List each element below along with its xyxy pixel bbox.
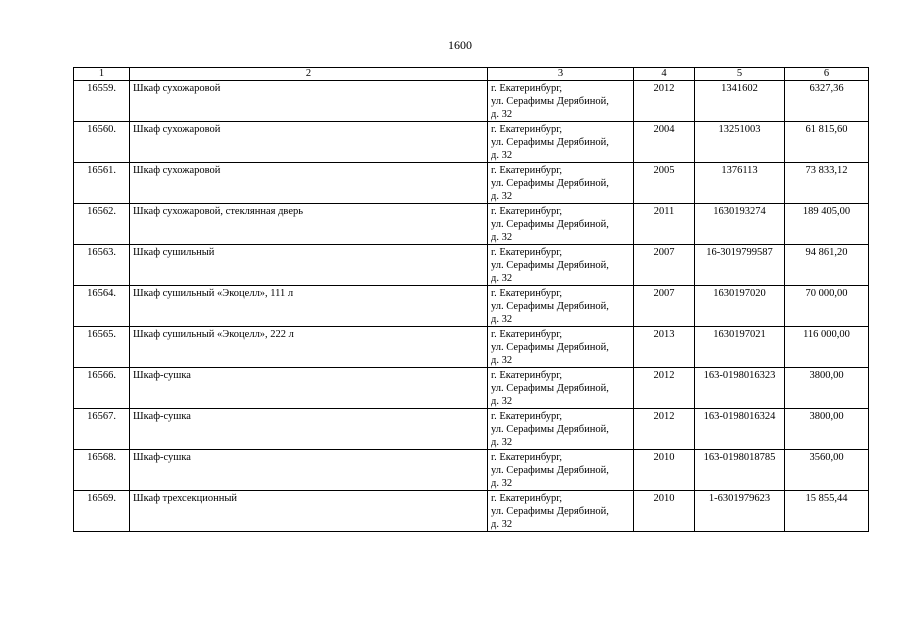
address-cell — [488, 368, 634, 409]
address-cell — [488, 327, 634, 368]
address-line: д. 32 — [491, 437, 513, 448]
address-line: ул. Серафимы Дерябиной, — [491, 506, 609, 517]
address-line: ул. Серафимы Дерябиной, — [491, 465, 609, 476]
address-line: ул. Серафимы Дерябиной, — [491, 260, 609, 271]
row-number-cell: 16559. — [74, 81, 130, 122]
property-register-table — [73, 67, 869, 532]
year-cell: 2004 — [634, 122, 695, 163]
item-name-cell: Шкаф трехсекционный — [130, 491, 488, 532]
address-line: д. 32 — [491, 519, 513, 530]
year-cell: 2013 — [634, 327, 695, 368]
address-line: д. 32 — [491, 191, 513, 202]
address-cell — [488, 491, 634, 532]
cost-cell: 3800,00 — [785, 368, 869, 409]
item-name-cell: Шкаф-сушка — [130, 368, 488, 409]
item-name-cell: Шкаф сушильный — [130, 245, 488, 286]
row-number-cell: 16565. — [74, 327, 130, 368]
table-row — [74, 122, 869, 163]
table-row — [74, 163, 869, 204]
address-line: д. 32 — [491, 478, 513, 489]
address-line: ул. Серафимы Дерябиной, — [491, 383, 609, 394]
address-line: д. 32 — [491, 232, 513, 243]
row-number-cell: 16561. — [74, 163, 130, 204]
year-cell: 2007 — [634, 245, 695, 286]
cost-cell: 73 833,12 — [785, 163, 869, 204]
address-line: г. Екатеринбург, — [491, 165, 563, 176]
address-line: ул. Серафимы Дерябиной, — [491, 96, 609, 107]
cost-cell: 116 000,00 — [785, 327, 869, 368]
address-line: г. Екатеринбург, — [491, 411, 563, 422]
address-cell — [488, 286, 634, 327]
address-line: ул. Серафимы Дерябиной, — [491, 178, 609, 189]
address-line: д. 32 — [491, 150, 513, 161]
column-header-number: 1 — [74, 68, 130, 81]
address-line: ул. Серафимы Дерябиной, — [491, 424, 609, 435]
cost-cell: 3560,00 — [785, 450, 869, 491]
inventory-number-cell: 163-0198016324 — [695, 409, 785, 450]
page-number: 1600 — [448, 38, 472, 52]
address-line: ул. Серафимы Дерябиной, — [491, 137, 609, 148]
column-header-name: 2 — [130, 68, 488, 81]
address-cell — [488, 450, 634, 491]
address-line: ул. Серафимы Дерябиной, — [491, 219, 609, 230]
year-cell: 2012 — [634, 409, 695, 450]
address-cell — [488, 81, 634, 122]
column-header-address: 3 — [488, 68, 634, 81]
row-number-cell: 16568. — [74, 450, 130, 491]
inventory-number-cell: 1341602 — [695, 81, 785, 122]
inventory-number-cell: 1630197020 — [695, 286, 785, 327]
row-number-cell: 16567. — [74, 409, 130, 450]
item-name-cell: Шкаф сухожаровой — [130, 81, 488, 122]
table-header-row — [74, 68, 869, 81]
inventory-number-cell: 1630193274 — [695, 204, 785, 245]
row-number-cell: 16562. — [74, 204, 130, 245]
table-row — [74, 204, 869, 245]
year-cell: 2010 — [634, 450, 695, 491]
address-line: д. 32 — [491, 396, 513, 407]
item-name-cell: Шкаф сухожаровой — [130, 122, 488, 163]
inventory-number-cell: 13251003 — [695, 122, 785, 163]
inventory-number-cell: 163-0198018785 — [695, 450, 785, 491]
table-row — [74, 409, 869, 450]
item-name-cell: Шкаф сушильный «Экоцелл», 222 л — [130, 327, 488, 368]
address-cell — [488, 122, 634, 163]
cost-cell: 15 855,44 — [785, 491, 869, 532]
year-cell: 2007 — [634, 286, 695, 327]
inventory-number-cell: 1-6301979623 — [695, 491, 785, 532]
address-line: г. Екатеринбург, — [491, 370, 563, 381]
table-row — [74, 81, 869, 122]
year-cell: 2010 — [634, 491, 695, 532]
table-body — [74, 81, 869, 532]
address-line: г. Екатеринбург, — [491, 452, 563, 463]
table-row — [74, 450, 869, 491]
address-line: д. 32 — [491, 109, 513, 120]
address-line: г. Екатеринбург, — [491, 493, 563, 504]
table-row — [74, 245, 869, 286]
row-number-cell: 16560. — [74, 122, 130, 163]
address-line: г. Екатеринбург, — [491, 124, 563, 135]
cost-cell: 61 815,60 — [785, 122, 869, 163]
year-cell: 2005 — [634, 163, 695, 204]
cost-cell: 94 861,20 — [785, 245, 869, 286]
column-header-cost: 6 — [785, 68, 869, 81]
item-name-cell: Шкаф сухожаровой, стеклянная дверь — [130, 204, 488, 245]
address-line: д. 32 — [491, 273, 513, 284]
item-name-cell: Шкаф сушильный «Экоцелл», 111 л — [130, 286, 488, 327]
address-line: г. Екатеринбург, — [491, 247, 563, 258]
cost-cell: 189 405,00 — [785, 204, 869, 245]
column-header-inventory-number: 5 — [695, 68, 785, 81]
cost-cell: 6327,36 — [785, 81, 869, 122]
table-row — [74, 368, 869, 409]
column-header-year: 4 — [634, 68, 695, 81]
address-line: г. Екатеринбург, — [491, 329, 563, 340]
table-row — [74, 327, 869, 368]
address-line: г. Екатеринбург, — [491, 206, 563, 217]
inventory-number-cell: 163-0198016323 — [695, 368, 785, 409]
table-row — [74, 286, 869, 327]
address-cell — [488, 245, 634, 286]
cost-cell: 3800,00 — [785, 409, 869, 450]
inventory-number-cell: 1376113 — [695, 163, 785, 204]
address-line: д. 32 — [491, 355, 513, 366]
address-line: г. Екатеринбург, — [491, 288, 563, 299]
row-number-cell: 16564. — [74, 286, 130, 327]
address-line: ул. Серафимы Дерябиной, — [491, 342, 609, 353]
inventory-number-cell: 16-3019799587 — [695, 245, 785, 286]
address-line: д. 32 — [491, 314, 513, 325]
row-number-cell: 16569. — [74, 491, 130, 532]
year-cell: 2011 — [634, 204, 695, 245]
address-line: ул. Серафимы Дерябиной, — [491, 301, 609, 312]
table-row — [74, 491, 869, 532]
address-cell — [488, 163, 634, 204]
address-cell — [488, 409, 634, 450]
address-line: г. Екатеринбург, — [491, 83, 563, 94]
row-number-cell: 16563. — [74, 245, 130, 286]
cost-cell: 70 000,00 — [785, 286, 869, 327]
item-name-cell: Шкаф-сушка — [130, 450, 488, 491]
inventory-number-cell: 1630197021 — [695, 327, 785, 368]
row-number-cell: 16566. — [74, 368, 130, 409]
year-cell: 2012 — [634, 368, 695, 409]
address-cell — [488, 204, 634, 245]
year-cell: 2012 — [634, 81, 695, 122]
item-name-cell: Шкаф-сушка — [130, 409, 488, 450]
item-name-cell: Шкаф сухожаровой — [130, 163, 488, 204]
